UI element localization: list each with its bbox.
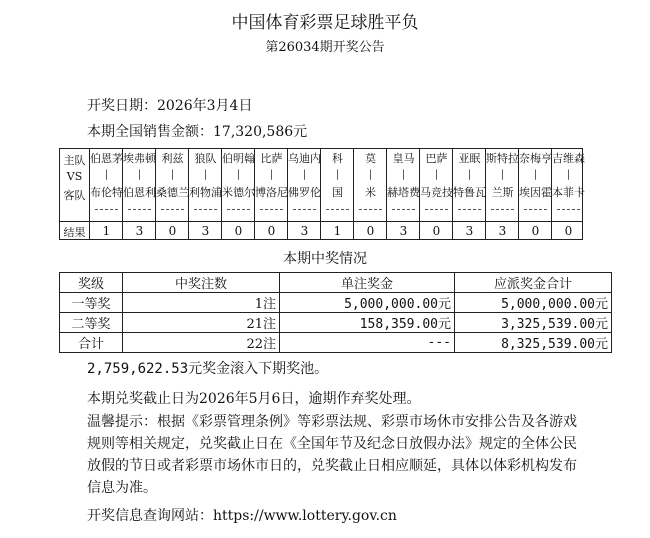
team-underline	[194, 209, 217, 210]
team-underline	[95, 209, 118, 210]
team-underline	[392, 209, 415, 210]
match-column	[287, 149, 320, 239]
prize-unit-amount: ---	[280, 333, 455, 353]
team-underline	[128, 209, 151, 210]
header-total-prize: 应派奖金合计	[455, 273, 612, 293]
vs-separator: |	[335, 169, 340, 180]
prize-total-amount: 3,325,539.00元	[455, 313, 612, 333]
prize-total-amount: 8,325,539.00元	[455, 333, 612, 353]
row-label-away: 客队	[63, 189, 86, 202]
prize-total-amount: 5,000,000.00元	[455, 293, 612, 313]
match-result: 1	[102, 224, 111, 238]
match-result: 3	[300, 224, 309, 238]
home-team: 比萨	[260, 152, 283, 165]
match-result: 1	[333, 224, 342, 238]
notice-paragraph: 温馨提示：根据《彩票管理条例》等彩票法规、彩票市场休市安排公告及各游戏规则等相关规定，兑奖截止日在《全国年节及纪念日放假办法》规定的全体公民放假的节日或者彩票市场休市日的，兑奖截止日相应顺延，具体以体彩机构发布信息为准。	[87, 414, 577, 496]
table-row	[60, 313, 612, 333]
away-team: 兰斯	[491, 186, 514, 199]
claim-deadline: 本期兑奖截止日为2026年5月6日，逾期作弃奖处理。	[87, 391, 421, 407]
draw-subtitle: 第26034期开奖公告	[265, 40, 385, 55]
match-column	[386, 149, 419, 239]
match-column	[320, 149, 353, 239]
match-column	[221, 149, 254, 239]
match-column	[155, 149, 188, 239]
vs-separator: |	[500, 169, 505, 180]
team-underline	[491, 209, 514, 210]
home-team: 吉维森	[552, 152, 585, 165]
prize-section-title: 本期中奖情况	[283, 251, 367, 267]
header-count: 中奖注数	[123, 273, 280, 293]
home-team: 科	[332, 152, 343, 165]
prize-level: 二等奖	[60, 313, 123, 333]
vs-separator: |	[302, 169, 307, 180]
home-team: 乌迪内	[288, 152, 321, 165]
away-team: 米	[365, 186, 376, 199]
match-column	[485, 149, 518, 239]
home-team: 斯特拉	[486, 152, 519, 165]
home-team: 亚眠	[458, 152, 481, 165]
match-result: 0	[267, 224, 276, 238]
home-team: 巴萨	[425, 152, 448, 165]
match-result: 3	[201, 224, 210, 238]
match-column	[353, 149, 386, 239]
match-table	[59, 148, 583, 240]
prize-level: 一等奖	[60, 293, 123, 313]
vs-separator: |	[467, 169, 472, 180]
team-underline	[458, 209, 481, 210]
match-result: 3	[399, 224, 408, 238]
vs-separator: |	[170, 169, 175, 180]
away-team: 特鲁瓦	[453, 186, 486, 199]
header-unit-prize: 单注奖金	[280, 273, 455, 293]
prize-table-header	[60, 273, 612, 293]
match-result: 0	[432, 224, 441, 238]
team-underline	[293, 209, 316, 210]
row-label-result: 结果	[63, 226, 86, 239]
match-result: 3	[465, 224, 474, 238]
prize-table	[59, 272, 612, 353]
prize-unit-amount: 158,359.00元	[280, 313, 455, 333]
home-team: 伯明翰	[222, 152, 255, 165]
match-result: 0	[531, 224, 540, 238]
away-team: 桑德兰	[156, 186, 189, 199]
team-underline	[557, 209, 580, 210]
away-team: 利物浦	[189, 186, 222, 199]
match-result: 3	[135, 224, 144, 238]
vs-separator: |	[137, 169, 142, 180]
team-underline	[260, 209, 283, 210]
home-team: 狼队	[194, 152, 217, 165]
team-underline	[326, 209, 349, 210]
home-team: 奈梅亨	[519, 152, 552, 165]
vs-separator: |	[434, 169, 439, 180]
page-title: 中国体育彩票足球胜平负	[231, 13, 419, 33]
team-underline	[524, 209, 547, 210]
lottery-website: 开奖信息查询网站：https://www.lottery.gov.cn	[87, 508, 397, 524]
match-result: 0	[168, 224, 177, 238]
away-team: 伯恩利	[123, 186, 156, 199]
away-team: 国	[332, 186, 343, 199]
prize-unit-amount: 5,000,000.00元	[280, 293, 455, 313]
prize-count: 1注	[123, 293, 280, 313]
home-team: 伯恩茅	[90, 152, 123, 165]
match-column	[551, 149, 584, 239]
team-underline	[227, 209, 250, 210]
vs-separator: |	[104, 169, 109, 180]
table-row	[60, 333, 612, 353]
home-team: 莫	[365, 152, 376, 165]
away-team: 佛罗伦	[288, 186, 321, 199]
away-team: 博洛尼	[255, 186, 288, 199]
match-column	[452, 149, 485, 239]
team-underline	[359, 209, 382, 210]
vs-separator: |	[368, 169, 373, 180]
vs-separator: |	[203, 169, 208, 180]
match-result: 3	[498, 224, 507, 238]
home-team: 埃弗顿	[123, 152, 156, 165]
away-team: 埃因霍	[519, 186, 552, 199]
match-column	[419, 149, 452, 239]
away-team: 马竞技	[420, 186, 453, 199]
prize-count: 21注	[123, 313, 280, 333]
vs-separator: |	[269, 169, 274, 180]
match-column	[518, 149, 551, 239]
away-team: 本菲卡	[552, 186, 585, 199]
home-team: 皇马	[392, 152, 415, 165]
match-column	[254, 149, 287, 239]
match-result: 0	[564, 224, 573, 238]
team-underline	[161, 209, 184, 210]
away-team: 布伦特	[90, 186, 123, 199]
draw-date: 开奖日期：2026年3月4日	[87, 98, 253, 114]
match-column	[89, 149, 122, 239]
rollover-note: 2,759,622.53元奖金滚入下期奖池。	[87, 361, 329, 377]
away-team: 赫塔费	[387, 186, 420, 199]
row-label-vs: VS	[66, 170, 83, 183]
vs-separator: |	[236, 169, 241, 180]
row-label-home: 主队	[63, 154, 86, 167]
prize-count: 22注	[123, 333, 280, 353]
header-level: 奖级	[60, 273, 123, 293]
match-result: 0	[234, 224, 243, 238]
vs-separator: |	[401, 169, 406, 180]
home-team: 利兹	[161, 152, 184, 165]
vs-separator: |	[533, 169, 538, 180]
team-underline	[425, 209, 448, 210]
sales-amount: 本期全国销售金额：17,320,586元	[87, 124, 308, 140]
match-column	[188, 149, 221, 239]
table-row	[60, 293, 612, 313]
match-column	[122, 149, 155, 239]
vs-separator: |	[566, 169, 571, 180]
prize-level: 合计	[60, 333, 123, 353]
match-result: 0	[366, 224, 375, 238]
away-team: 米德尔	[222, 186, 255, 199]
